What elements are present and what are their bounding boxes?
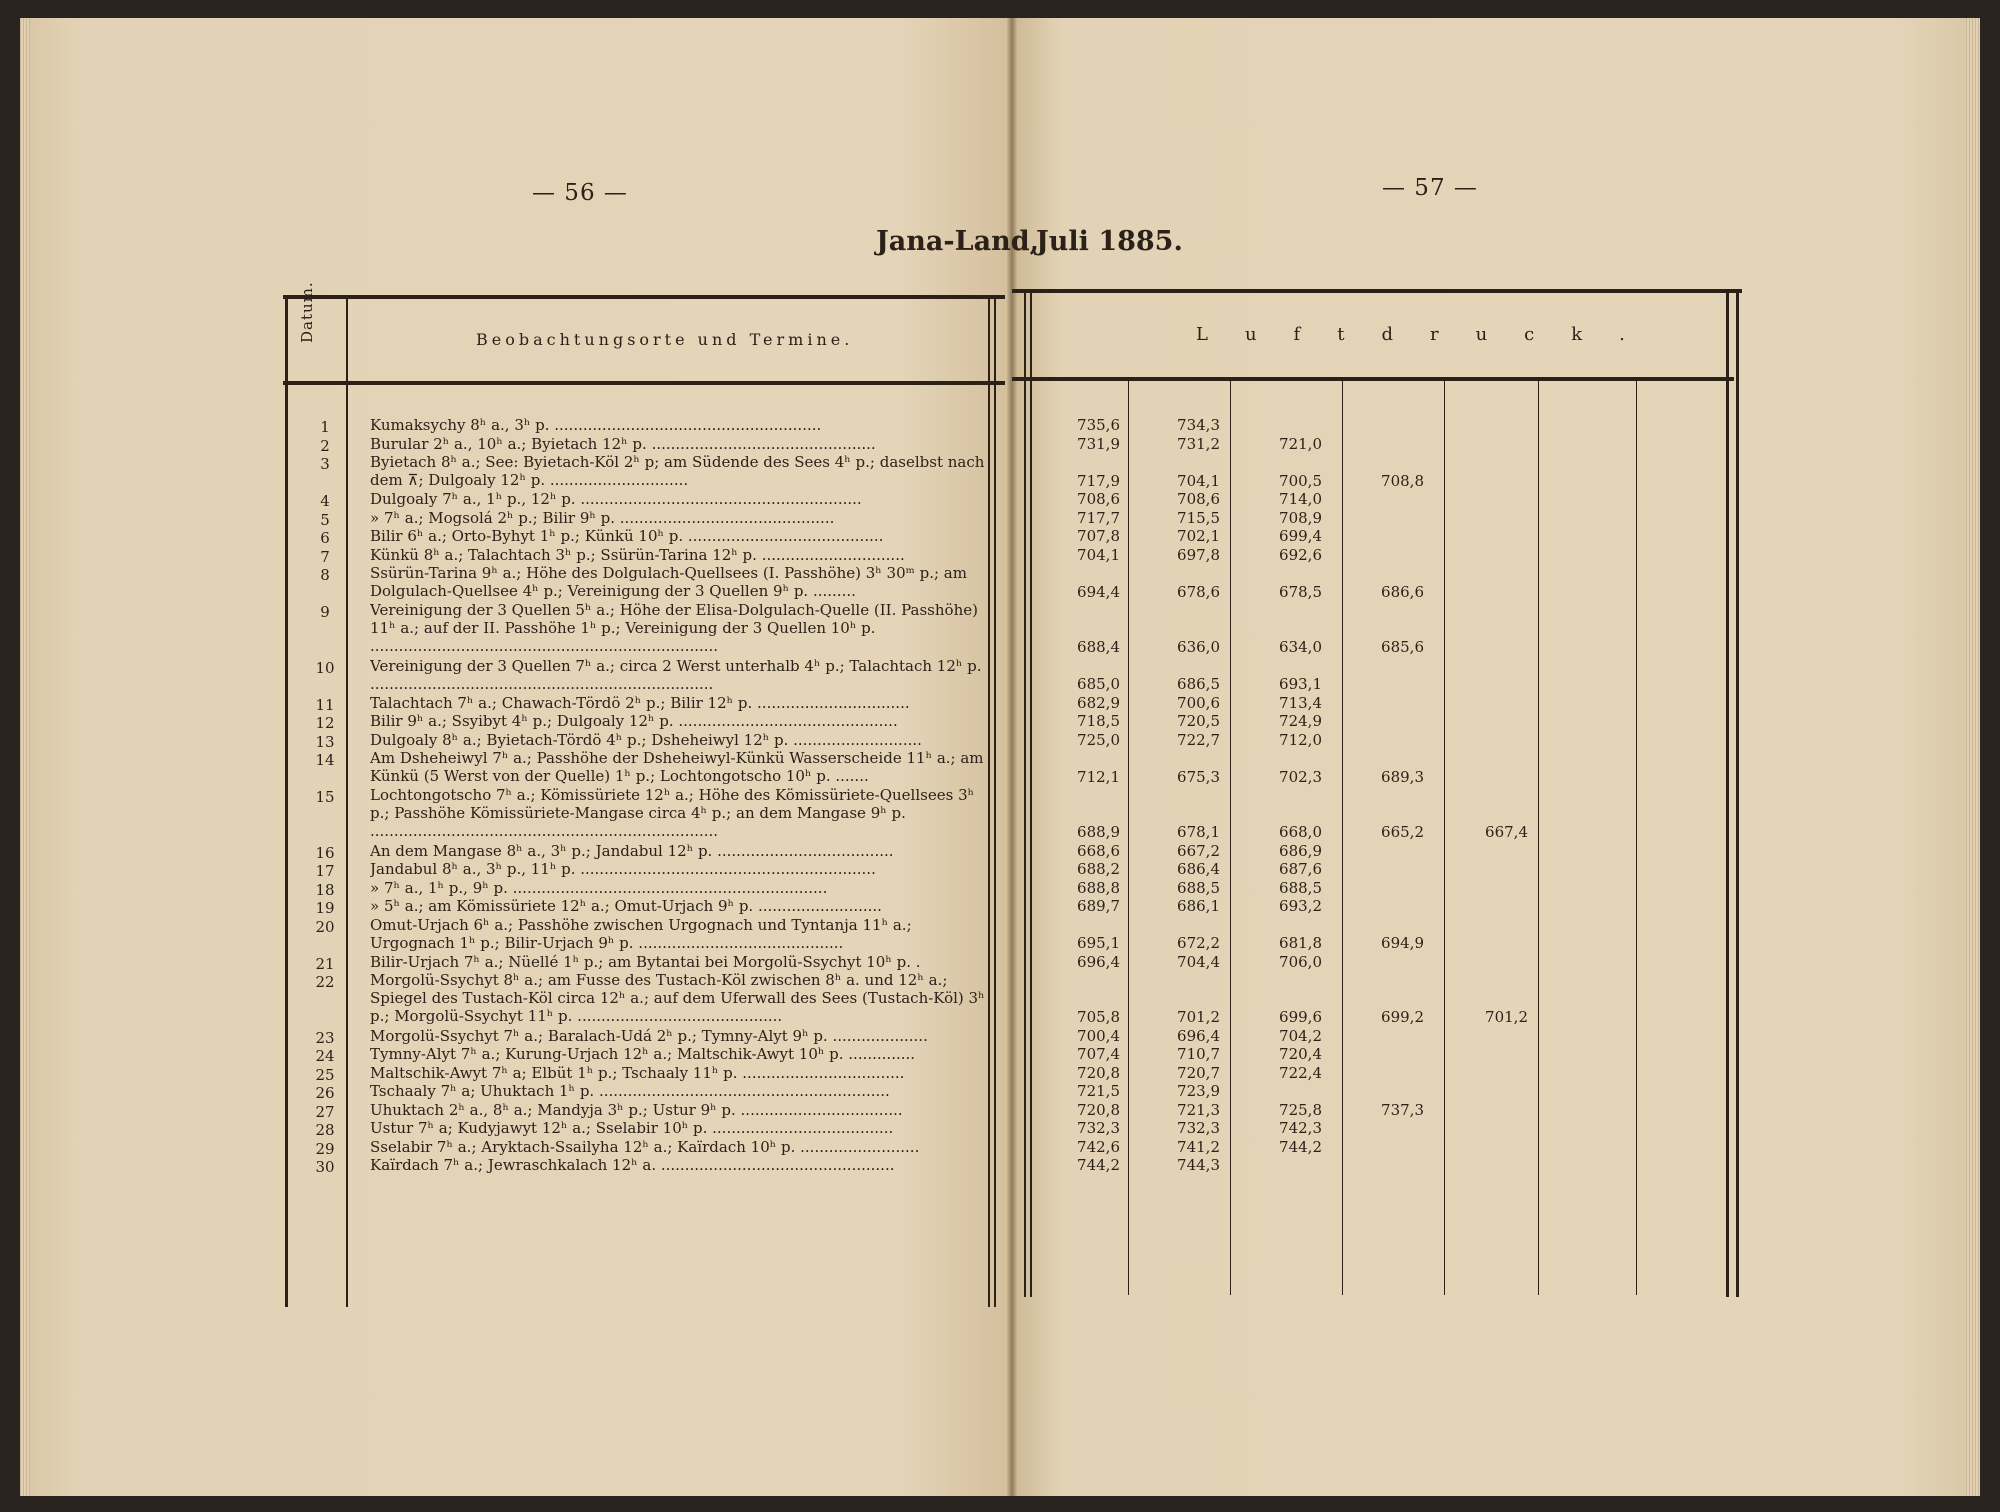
row-locations: Bilir 6ʰ a.; Orto-Byhyt 1ʰ p.; Künkü 10ʰ p. ......................................... (370, 527, 884, 545)
row-locations: Bilir-Urjach 7ʰ a.; Nüellé 1ʰ p.; am Bytantai bei Morgolü-Ssychyt 10ʰ p. . (370, 952, 921, 971)
pressure-value: 693,1 (1279, 675, 1322, 693)
table-row (300, 435, 990, 454)
pressure-value: 678,1 (1177, 823, 1220, 841)
row-locations: Tschaaly 7ʰ a; Uhuktach 1ʰ p. ............................................................. (370, 1082, 890, 1100)
pressure-value: 667,2 (1177, 841, 1220, 860)
pressure-value: 715,5 (1177, 508, 1220, 527)
row-locations: Morgolü-Ssychyt 7ʰ a.; Baralach-Udá 2ʰ p.; Tymny-Alyt 9ʰ p. .................... (370, 1026, 928, 1045)
table-row (300, 416, 990, 435)
row-locations: Byietach 8ʰ a.; See: Byietach-Köl 2ʰ p; am Südende des Sees 4ʰ p.; daselbst nach dem ⊼; Dulgoaly 12ʰ p. ............................. (370, 453, 985, 489)
table-top-rule-right (1012, 289, 1742, 293)
table-row (300, 1064, 990, 1083)
pressure-value: 722,7 (1177, 730, 1220, 749)
table-row (300, 749, 990, 786)
table-row (300, 1045, 990, 1064)
observation-list (300, 416, 990, 1175)
pressure-value: 686,1 (1177, 897, 1220, 915)
row-date: 8 (320, 566, 330, 584)
table-row (300, 1138, 990, 1157)
pressure-value: 724,9 (1279, 712, 1322, 730)
row-locations: Morgolü-Ssychyt 8ʰ a.; am Fusse des Tustach-Köl zwischen 8ʰ a. und 12ʰ a.; Spiegel des Tustach-Köl circa 12ʰ a.; auf dem Uferwall des Sees (Tustach-Köl) 3ʰ p.; Morgolü-Ssychyt 11ʰ p. ........................................... (370, 971, 985, 1025)
row-date: 19 (315, 899, 335, 917)
table-row (300, 897, 990, 916)
pressure-value: 681,8 (1279, 934, 1322, 952)
table-row (300, 564, 990, 601)
value-column-rule-3 (1342, 381, 1343, 1295)
pressure-value: 699,6 (1279, 1008, 1322, 1026)
table-row (300, 842, 990, 861)
pressure-value: 699,2 (1381, 1008, 1424, 1026)
row-date: 1 (320, 418, 330, 436)
pressure-value: 744,2 (1077, 1156, 1120, 1174)
table-row (300, 786, 990, 842)
pressure-value: 685,6 (1381, 638, 1424, 656)
row-date: 13 (315, 732, 335, 751)
pressure-value: 720,8 (1077, 1100, 1120, 1119)
pressure-value: 689,7 (1077, 897, 1120, 915)
pressure-value: 704,1 (1077, 545, 1120, 564)
row-date: 2 (320, 436, 330, 455)
row-locations: An dem Mangase 8ʰ a., 3ʰ p.; Jandabul 12ʰ p. ..................................... (370, 841, 894, 860)
pressure-value: 636,0 (1177, 638, 1220, 656)
pressure-value: 720,7 (1177, 1063, 1220, 1082)
pressure-value: 707,8 (1077, 527, 1120, 545)
pressure-value: 734,3 (1177, 416, 1220, 434)
pressure-value: 701,2 (1177, 1008, 1220, 1026)
luftdruck-left-rule-double (1030, 291, 1032, 1297)
value-column-rule-4 (1444, 381, 1445, 1295)
row-date: 7 (320, 547, 330, 566)
row-locations: Omut-Urjach 6ʰ a.; Passhöhe zwischen Urgognach und Tyntanja 11ʰ a.; Urgognach 1ʰ p.; Bilir-Urjach 9ʰ p. ........................................... (370, 915, 912, 952)
row-date: 12 (315, 714, 335, 732)
pressure-value: 688,5 (1177, 878, 1220, 897)
table-row (300, 916, 990, 953)
pressure-value: 692,6 (1279, 545, 1322, 564)
pressure-value: 696,4 (1177, 1026, 1220, 1045)
pressure-value: 712,0 (1279, 730, 1322, 749)
pressure-value: 707,4 (1077, 1045, 1120, 1063)
row-locations: Dulgoaly 8ʰ a.; Byietach-Tördö 4ʰ p.; Dsheheiwyl 12ʰ p. ........................... (370, 730, 922, 749)
pressure-value: 701,2 (1485, 1008, 1528, 1026)
value-column-rule-2 (1230, 381, 1231, 1295)
pressure-value: 710,7 (1177, 1045, 1220, 1063)
pressure-value: 720,4 (1279, 1045, 1322, 1063)
pressure-value: 725,0 (1077, 730, 1120, 749)
pressure-value: 672,2 (1177, 934, 1220, 952)
table-right-border-double (1736, 291, 1739, 1297)
row-locations: Bilir 9ʰ a.; Ssyibyt 4ʰ p.; Dulgoaly 12ʰ p. .............................................. (370, 712, 898, 730)
pressure-value: 687,6 (1279, 860, 1322, 878)
table-row (300, 879, 990, 898)
row-date: 26 (315, 1084, 335, 1102)
pressure-value: 699,4 (1279, 527, 1322, 545)
row-locations: Lochtongotscho 7ʰ a.; Kömissüriete 12ʰ a.; Höhe des Kömissüriete-Quellsees 3ʰ p.; Passhöhe Kömissüriete-Mangase circa 4ʰ p.; an dem Mangase 9ʰ p. ......................................................................... (370, 786, 975, 840)
row-locations: Vereinigung der 3 Quellen 5ʰ a.; Höhe der Elisa-Dolgulach-Quelle (II. Passhöhe) 11ʰ a.; auf der II. Passhöhe 1ʰ p.; Vereinigung der 3 Quellen 10ʰ p. ......................................................................... (370, 601, 978, 655)
row-locations: Am Dsheheiwyl 7ʰ a.; Passhöhe der Dsheheiwyl-Künkü Wasserscheide 11ʰ a.; am Künkü (5 Werst von der Quelle) 1ʰ p.; Lochtongotscho 10ʰ p. ....... (370, 749, 984, 785)
table-row (300, 953, 990, 972)
row-locations: Kumaksychy 8ʰ a., 3ʰ p. ........................................................ (370, 416, 822, 434)
row-date: 5 (320, 510, 330, 529)
pressure-value: 689,3 (1381, 767, 1424, 786)
pressure-value: 682,9 (1077, 693, 1120, 712)
pressure-value: 721,3 (1177, 1100, 1220, 1119)
header-bottom-rule-left (283, 381, 1005, 385)
pressure-value: 706,0 (1279, 952, 1322, 971)
pressure-value: 717,7 (1077, 508, 1120, 527)
row-date: 17 (315, 862, 335, 880)
pressure-value: 744,2 (1279, 1137, 1322, 1156)
row-date: 25 (315, 1065, 335, 1084)
pressure-value: 735,6 (1077, 416, 1120, 434)
row-locations: Uhuktach 2ʰ a., 8ʰ a.; Mandyja 3ʰ p.; Ustur 9ʰ p. .................................. (370, 1100, 903, 1119)
pressure-value: 708,6 (1077, 490, 1120, 508)
pressure-value: 702,1 (1177, 527, 1220, 545)
row-locations: Ustur 7ʰ a; Kudyjawyt 12ʰ a.; Sselabir 10ʰ p. ...................................... (370, 1119, 894, 1137)
table-row (300, 601, 990, 657)
table-top-rule-left (283, 295, 1005, 299)
row-locations: Jandabul 8ʰ a., 3ʰ p., 11ʰ p. .............................................................. (370, 860, 876, 878)
pressure-value: 708,8 (1381, 471, 1424, 490)
table-row (300, 1119, 990, 1138)
row-locations: Sselabir 7ʰ a.; Aryktach-Ssailyha 12ʰ a.; Kaïrdach 10ʰ p. ......................... (370, 1137, 920, 1156)
pressure-value: 686,9 (1279, 841, 1322, 860)
row-locations: » 7ʰ a.; Mogsolá 2ʰ p.; Bilir 9ʰ p. ............................................. (370, 508, 835, 527)
pressure-value: 688,4 (1077, 638, 1120, 656)
row-date: 6 (320, 529, 330, 547)
pressure-value: 665,2 (1381, 823, 1424, 841)
pressure-value: 668,0 (1279, 823, 1322, 841)
header-bottom-rule-right (1012, 377, 1734, 381)
pressure-value: 722,4 (1279, 1063, 1322, 1082)
row-date: 27 (315, 1102, 335, 1121)
pressure-value: 697,8 (1177, 545, 1220, 564)
table-row (300, 527, 990, 546)
pressure-value: 732,3 (1177, 1119, 1220, 1137)
pressure-value: 737,3 (1381, 1100, 1424, 1119)
row-locations: Dulgoaly 7ʰ a., 1ʰ p., 12ʰ p. ........................................................... (370, 490, 862, 508)
pressure-value: 693,2 (1279, 897, 1322, 915)
right-page-edge (1966, 18, 1980, 1496)
table-row (300, 1082, 990, 1101)
row-locations: Vereinigung der 3 Quellen 7ʰ a.; circa 2 Werst unterhalb 4ʰ p.; Talachtach 12ʰ p. ........................................................................ (370, 656, 982, 693)
pressure-value: 723,9 (1177, 1082, 1220, 1100)
pressure-value: 713,4 (1279, 693, 1322, 712)
pressure-value: 721,0 (1279, 434, 1322, 453)
row-locations: Kaïrdach 7ʰ a.; Jewraschkalach 12ʰ a. ................................................. (370, 1156, 895, 1174)
row-date: 9 (320, 603, 330, 621)
pressure-value: 696,4 (1077, 952, 1120, 971)
table-left-border (285, 297, 288, 1307)
table-row (300, 971, 990, 1027)
pressure-value: 686,5 (1177, 675, 1220, 693)
pressure-value: 705,8 (1077, 1008, 1120, 1026)
pressure-value: 678,5 (1279, 582, 1322, 601)
row-date: 11 (315, 695, 335, 714)
row-date: 21 (315, 954, 335, 973)
row-locations: Künkü 8ʰ a.; Talachtach 3ʰ p.; Ssürün-Tarina 12ʰ p. .............................. (370, 545, 905, 564)
title-date: Juli 1885. (1036, 226, 1183, 257)
pressure-value: 694,9 (1381, 934, 1424, 952)
pressure-value: 668,6 (1077, 841, 1120, 860)
row-date: 20 (315, 917, 335, 936)
pressure-value: 700,4 (1077, 1026, 1120, 1045)
pressure-value: 721,5 (1077, 1082, 1120, 1100)
row-date: 28 (315, 1121, 335, 1139)
row-date: 16 (315, 843, 335, 862)
pressure-value: 731,2 (1177, 434, 1220, 453)
table-right-border (1726, 291, 1729, 1297)
table-row (300, 509, 990, 528)
pressure-value: 704,1 (1177, 471, 1220, 490)
header-datum: Datum. (298, 281, 316, 343)
value-column-rule-1 (1128, 381, 1129, 1295)
pressure-value: 742,3 (1279, 1119, 1322, 1137)
table-row (300, 731, 990, 750)
row-locations: Ssürün-Tarina 9ʰ a.; Höhe des Dolgulach-Quellsees (I. Passhöhe) 3ʰ 30ᵐ p.; am Dolgulach-Quellsee 4ʰ p.; Vereinigung der 3 Quellen 9ʰ p. ......... (370, 564, 967, 600)
row-locations: » 5ʰ a.; am Kömissüriete 12ʰ a.; Omut-Urjach 9ʰ p. .......................... (370, 897, 882, 915)
pressure-value: 720,5 (1177, 712, 1220, 730)
row-locations: » 7ʰ a., 1ʰ p., 9ʰ p. .................................................................. (370, 878, 828, 897)
row-date: 4 (320, 492, 330, 510)
luftdruck-left-rule (1024, 291, 1026, 1297)
pressure-value: 708,9 (1279, 508, 1322, 527)
table-row (300, 1027, 990, 1046)
table-row (300, 453, 990, 490)
table-row (300, 712, 990, 731)
pressure-value: 708,6 (1177, 490, 1220, 508)
pressure-value: 744,3 (1177, 1156, 1220, 1174)
row-date: 24 (315, 1047, 335, 1065)
row-date: 14 (315, 751, 335, 769)
title-region: Jana-Land, (876, 226, 1039, 257)
value-column-rule-5 (1538, 381, 1539, 1295)
table-row (300, 546, 990, 565)
pressure-value: 720,8 (1077, 1063, 1120, 1082)
pressure-value: 700,5 (1279, 471, 1322, 490)
table-row (300, 694, 990, 713)
pressure-value: 712,1 (1077, 767, 1120, 786)
row-locations: Talachtach 7ʰ a.; Chawach-Tördö 2ʰ p.; Bilir 12ʰ p. ................................ (370, 693, 910, 712)
table-row (300, 657, 990, 694)
pressure-value: 718,5 (1077, 712, 1120, 730)
row-date: 29 (315, 1139, 335, 1158)
pressure-value: 688,5 (1279, 878, 1322, 897)
pressure-value: 704,2 (1279, 1026, 1322, 1045)
left-page-edge (20, 18, 30, 1496)
pressure-value: 675,3 (1177, 767, 1220, 786)
row-locations: Burular 2ʰ a., 10ʰ a.; Byietach 12ʰ p. ............................................... (370, 434, 876, 453)
table-row (300, 490, 990, 509)
row-locations: Maltschik-Awyt 7ʰ a; Elbüt 1ʰ p.; Tschaaly 11ʰ p. .................................. (370, 1063, 905, 1082)
pressure-value: 700,6 (1177, 693, 1220, 712)
row-date: 3 (320, 455, 330, 473)
pressure-value: 741,2 (1177, 1137, 1220, 1156)
row-locations: Tymny-Alyt 7ʰ a.; Kurung-Urjach 12ʰ a.; Maltschik-Awyt 10ʰ p. .............. (370, 1045, 916, 1063)
pressure-value: 702,3 (1279, 767, 1322, 786)
pressure-value: 742,6 (1077, 1137, 1120, 1156)
pressure-value: 678,6 (1177, 582, 1220, 601)
pressure-value: 667,4 (1485, 823, 1528, 841)
row-date: 15 (315, 788, 335, 806)
row-date: 30 (315, 1158, 335, 1176)
pressure-value: 717,9 (1077, 471, 1120, 490)
value-column-rule-6 (1636, 381, 1637, 1295)
table-row (300, 1156, 990, 1175)
row-date: 23 (315, 1028, 335, 1047)
pressure-value: 688,9 (1077, 823, 1120, 841)
pressure-value: 714,0 (1279, 490, 1322, 508)
page-number-right: — 57 — (1382, 175, 1478, 201)
pressure-value: 694,4 (1077, 582, 1120, 601)
pressure-value: 686,4 (1177, 860, 1220, 878)
row-date: 18 (315, 880, 335, 899)
table-row (300, 1101, 990, 1120)
pressure-value: 685,0 (1077, 675, 1120, 693)
places-column-rule-double (994, 297, 996, 1307)
pressure-value: 704,4 (1177, 952, 1220, 971)
row-date: 10 (315, 658, 335, 677)
pressure-value: 731,9 (1077, 434, 1120, 453)
pressure-value: 686,6 (1381, 582, 1424, 601)
pressure-value: 732,3 (1077, 1119, 1120, 1137)
page-number-left: — 56 — (532, 180, 628, 206)
pressure-value: 695,1 (1077, 934, 1120, 952)
pressure-value: 725,8 (1279, 1100, 1322, 1119)
row-date: 22 (315, 973, 335, 991)
pressure-value: 688,8 (1077, 878, 1120, 897)
pressure-value: 634,0 (1279, 638, 1322, 656)
pressure-value: 688,2 (1077, 860, 1120, 878)
header-luftdruck: Luftdruck. (1196, 324, 1662, 345)
header-places: Beobachtungsorte und Termine. (476, 330, 854, 349)
table-row (300, 860, 990, 879)
